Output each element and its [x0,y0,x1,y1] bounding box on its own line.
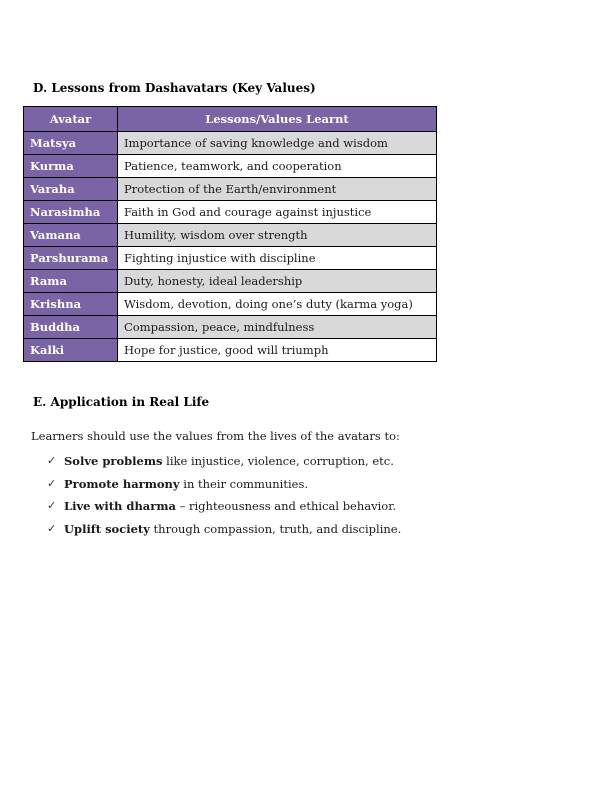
lesson-value-cell: Hope for justice, good will triumph [118,339,437,362]
table-row [24,339,437,362]
table-header-row [24,107,437,132]
lesson-value-cell: Compassion, peace, mindfulness [118,316,437,339]
application-bullet-list [47,454,401,545]
table-body [24,132,437,362]
column-header-avatar: Avatar [24,107,118,132]
lesson-value-cell: Fighting injustice with discipline [118,247,437,270]
table-row [24,224,437,247]
bullet-list-item [47,522,401,545]
checkmark-icon: ✓ [47,454,57,467]
checkmark-icon: ✓ [47,499,57,513]
table-header [24,107,437,132]
lesson-value-cell: Humility, wisdom over strength [118,224,437,247]
bullet-bold-text: Solve problems [64,454,163,468]
bullet-bold-text: Live with dharma [64,499,176,514]
bullet-bold-text: Promote harmony [64,476,180,491]
avatar-name-cell: Buddha [24,316,118,339]
lesson-value-cell: Patience, teamwork, and cooperation [118,155,437,178]
bullet-text [64,522,401,536]
bullet-list-item [47,454,401,477]
checkmark-icon: ✓ [47,522,57,536]
application-intro-text: Learners should use the values from the lives of the avatars to: [31,428,400,443]
lesson-value-cell: Duty, honesty, ideal leadership [118,270,437,293]
avatar-name-cell: Varaha [24,178,118,201]
bullet-text [64,454,394,468]
lesson-value-cell: Faith in God and courage against injustice [118,201,437,224]
table-row [24,293,437,316]
bullet-rest-text: in their communities. [179,476,308,491]
table-row [24,316,437,339]
table-row [24,270,437,293]
section-d-heading: D. Lessons from Dashavatars (Key Values) [33,80,316,95]
bullet-list-item [47,477,401,500]
bullet-bold-text: Uplift society [64,522,150,537]
avatar-name-cell: Matsya [24,132,118,155]
avatar-name-cell: Narasimha [24,201,118,224]
table-row [24,201,437,224]
bullet-rest-text: – righteousness and ethical behavior. [175,499,397,514]
avatar-name-cell: Kurma [24,155,118,178]
dashavatar-values-table [23,106,437,362]
bullet-rest-text: like injustice, violence, corruption, etc. [162,454,394,468]
avatar-name-cell: Parshurama [24,247,118,270]
column-header-lessons: Lessons/Values Learnt [118,107,437,132]
bullet-text [64,499,396,513]
avatar-name-cell: Vamana [24,224,118,247]
avatar-name-cell: Kalki [24,339,118,362]
avatar-name-cell: Krishna [24,293,118,316]
table-row [24,155,437,178]
lesson-value-cell: Wisdom, devotion, doing one’s duty (karma yoga) [118,293,437,316]
bullet-list-item [47,499,401,522]
bullet-rest-text: through compassion, truth, and discipline. [149,522,402,537]
lesson-value-cell: Importance of saving knowledge and wisdom [118,132,437,155]
table-row [24,247,437,270]
bullet-text [64,477,308,491]
checkmark-icon: ✓ [47,476,57,490]
table-row [24,132,437,155]
avatar-name-cell: Rama [24,270,118,293]
table-row [24,178,437,201]
section-e-heading: E. Application in Real Life [33,394,210,409]
lesson-value-cell: Protection of the Earth/environment [118,178,437,201]
